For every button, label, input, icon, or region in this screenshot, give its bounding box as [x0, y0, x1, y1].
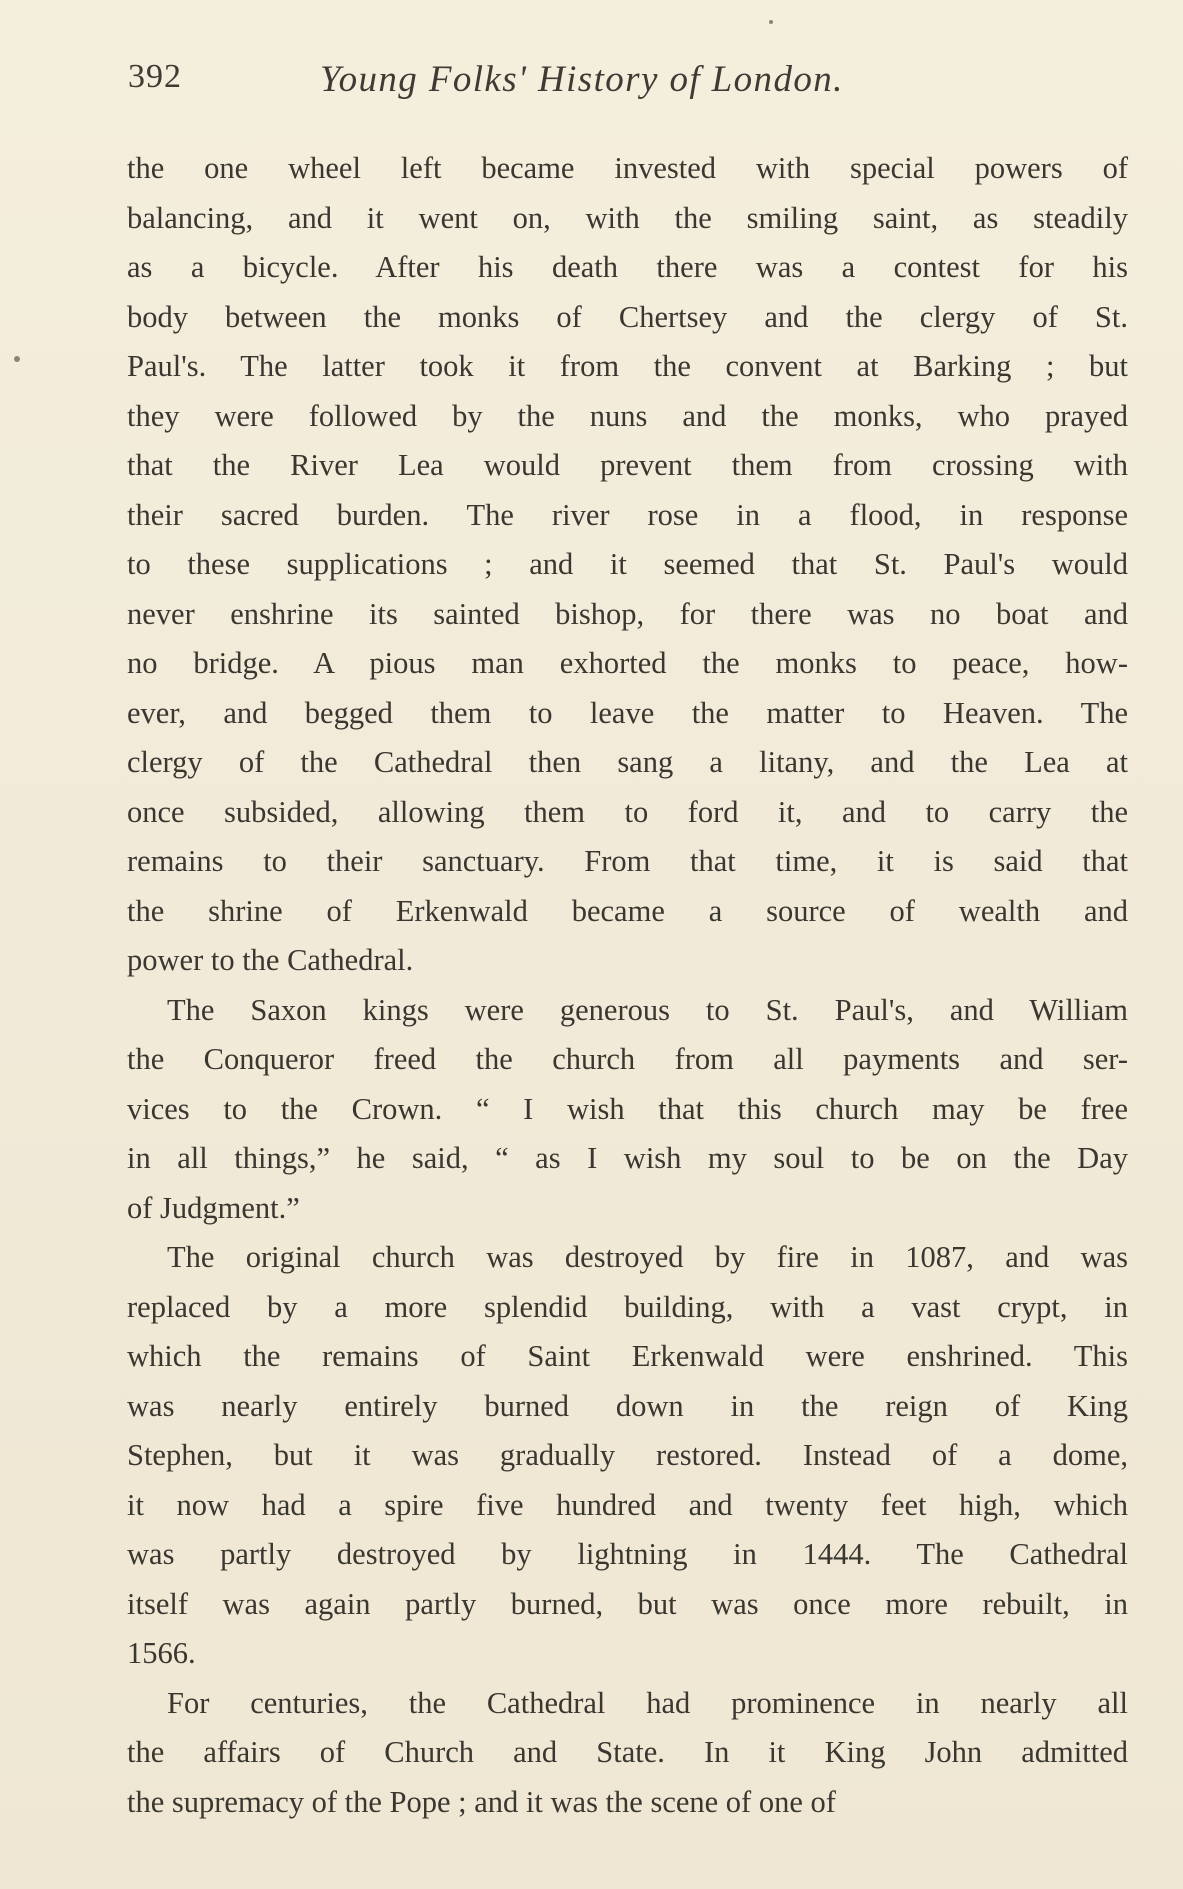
- running-header: [128, 58, 1128, 118]
- text-line: the one wheel left became invested with special powers of: [127, 151, 1128, 185]
- text-line: 1566.: [127, 1636, 196, 1670]
- text-line: balancing, and it went on, with the smiling saint, as steadily: [127, 200, 1128, 235]
- text-line: ever, and begged them to leave the matter to Heaven. The: [127, 695, 1128, 730]
- text-line: body between the monks of Chertsey and the clergy of St.: [127, 299, 1128, 334]
- text-line: of Judgment.”: [127, 1190, 300, 1225]
- text-line: that the River Lea would prevent them from crossing with: [127, 448, 1128, 482]
- text-line: it now had a spire five hundred and twenty feet high, which: [127, 1487, 1128, 1522]
- text-line: clergy of the Cathedral then sang a litany, and the Lea at: [127, 745, 1128, 779]
- margin-speck-mark: [14, 356, 20, 362]
- text-line: itself was again partly burned, but was once more rebuilt, in: [127, 1586, 1128, 1621]
- text-line: Paul's. The latter took it from the convent at Barking ; but: [127, 349, 1128, 383]
- text-line: in all things,” he said, “ as I wish my soul to be on the Day: [127, 1141, 1128, 1175]
- text-line: they were followed by the nuns and the monks, who prayed: [127, 398, 1128, 433]
- text-line: The Saxon kings were generous to St. Paul's, and William: [167, 992, 1128, 1027]
- text-line: was nearly entirely burned down in the reign of King: [127, 1388, 1128, 1423]
- text-line: to these supplications ; and it seemed that St. Paul's would: [127, 547, 1128, 581]
- text-line: power to the Cathedral.: [127, 943, 414, 977]
- body-text: [127, 144, 1128, 1827]
- text-line: vices to the Crown. “ I wish that this church may be free: [127, 1091, 1128, 1126]
- text-line: no bridge. A pious man exhorted the monks to peace, how-: [127, 646, 1128, 680]
- paragraph: [127, 144, 1128, 986]
- text-line: which the remains of Saint Erkenwald were enshrined. This: [127, 1339, 1128, 1373]
- text-line: Stephen, but it was gradually restored. Instead of a dome,: [127, 1438, 1128, 1472]
- text-line: was partly destroyed by lightning in 1444. The Cathedral: [127, 1537, 1128, 1571]
- text-line: as a bicycle. After his death there was a contest for his: [127, 250, 1128, 284]
- text-line: their sacred burden. The river rose in a flood, in response: [127, 497, 1128, 532]
- text-line: the affairs of Church and State. In it King John admitted: [127, 1735, 1128, 1769]
- text-line: replaced by a more splendid building, with a vast crypt, in: [127, 1289, 1128, 1324]
- running-title: Young Folks' History of London.: [320, 59, 844, 100]
- text-line: the supremacy of the Pope ; and it was the scene of one of: [127, 1784, 836, 1819]
- text-line: once subsided, allowing them to ford it, and to carry the: [127, 794, 1128, 829]
- paragraph: [127, 986, 1128, 1234]
- text-line: the shrine of Erkenwald became a source of wealth and: [127, 893, 1128, 928]
- speck-mark: [769, 20, 773, 24]
- text-line: never enshrine its sainted bishop, for there was no boat and: [127, 596, 1128, 631]
- text-line: For centuries, the Cathedral had prominence in nearly all: [167, 1685, 1128, 1720]
- paragraph: [127, 1233, 1128, 1679]
- text-line: The original church was destroyed by fire in 1087, and was: [167, 1240, 1128, 1274]
- text-line: remains to their sanctuary. From that time, it is said that: [127, 844, 1128, 878]
- page-number: 392: [128, 58, 182, 95]
- paragraph: [127, 1679, 1128, 1828]
- text-line: the Conqueror freed the church from all payments and ser-: [127, 1042, 1128, 1076]
